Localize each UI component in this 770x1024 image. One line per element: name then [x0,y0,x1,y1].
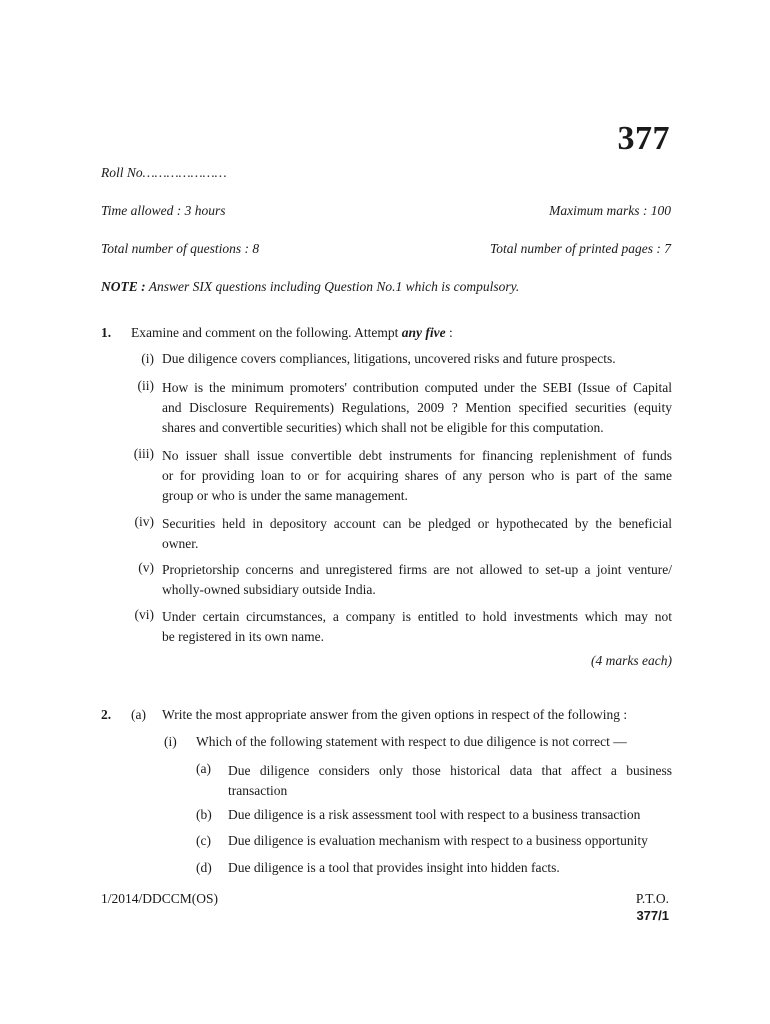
question-1-intro [131,325,453,341]
q1-item-line: shares and convertible securities) which shall not be eligible for this computation. [162,420,604,435]
q2-sub-number: (i) [164,734,177,749]
q1-item-number: (vi) [134,607,154,622]
total-questions: Total number of questions : 8 [101,241,260,256]
total-printed-pages: Total number of printed pages : 7 [489,241,671,256]
option-line: Due diligence is a risk assessment tool with respect to a business transaction [228,807,641,822]
note-text: Answer SIX questions including Question No.1 which is compulsory. [148,279,520,294]
q1-item-line: No issuer shall issue convertible debt instruments for financing replenishment of funds [162,448,672,463]
question-1-marks: (4 marks each) [591,653,672,668]
q1-item-text [162,607,672,647]
option-label: (a) [196,761,211,776]
footer-page-ref: 377/1 [636,908,669,923]
note-label: NOTE : [101,279,146,294]
option-line: Due diligence considers only those historical data that affect a business [228,763,672,778]
q1-item-line: group or who is under the same management. [162,488,408,503]
q1-item-line: Due diligence covers compliances, litigations, uncovered risks and future prospects. [162,351,616,366]
question-1-intro-text: Examine and comment on the following. Attempt [131,325,402,340]
option-label: (d) [196,860,212,875]
option-label: (b) [196,807,212,822]
q1-item-text [162,560,672,600]
q2-sub-text: Which of the following statement with respect to due diligence is not correct — [196,734,627,749]
question-1-intro-emphasis: any five [401,325,446,340]
q1-item-text [162,446,672,506]
q1-item-number: (ii) [137,378,154,393]
q1-item-number: (i) [141,351,154,366]
q1-item-line: or for providing loan to or for acquiring shares of any person who is part of the same [162,468,672,483]
q1-item-text [162,514,672,554]
question-1-number: 1. [101,325,112,340]
q1-item-number: (iii) [133,446,154,461]
q1-item-line: be registered in its own name. [162,629,324,644]
time-allowed: Time allowed : 3 hours [101,203,226,218]
paper-code: 377 [617,120,670,157]
q1-item-line: Securities held in depository account can be pledged or hypothecated by the beneficial [162,516,672,531]
q1-item-line: How is the minimum promoters' contribution computed under the SEBI (Issue of Capital [162,380,672,395]
option-line: Due diligence is evaluation mechanism with respect to a business opportunity [228,833,648,848]
footer-code: 1/2014/DDCCM(OS) [101,891,219,906]
option-line: Due diligence is a tool that provides insight into hidden facts. [228,860,560,875]
q1-item-line: and Disclosure Requirements) Regulations, 2009 ? Mention specified securities (equity [162,400,672,415]
question-2-number: 2. [101,707,112,722]
q1-item-text [162,378,672,438]
note-line [101,279,519,295]
question-1-intro-end: : [445,325,453,340]
q1-item-number: (iv) [134,514,154,529]
roll-no-label: Roll No………………… [101,165,227,180]
question-2-intro: Write the most appropriate answer from the given options in respect of the following : [162,707,628,722]
question-2-part-label: (a) [131,707,146,722]
option-text [228,761,672,801]
option-line: transaction [228,783,288,798]
q1-item-number: (v) [138,560,154,575]
q1-item-line: Proprietorship concerns and unregistered firms are not allowed to set-up a joint venture/ [162,562,672,577]
option-label: (c) [196,833,211,848]
q1-item-line: Under certain circumstances, a company is entitled to hold investments which may not [162,609,672,624]
q1-item-line: owner. [162,536,199,551]
footer-pto: P.T.O. [635,891,669,906]
q1-item-line: wholly-owned subsidiary outside India. [162,582,376,597]
maximum-marks: Maximum marks : 100 [549,203,671,218]
